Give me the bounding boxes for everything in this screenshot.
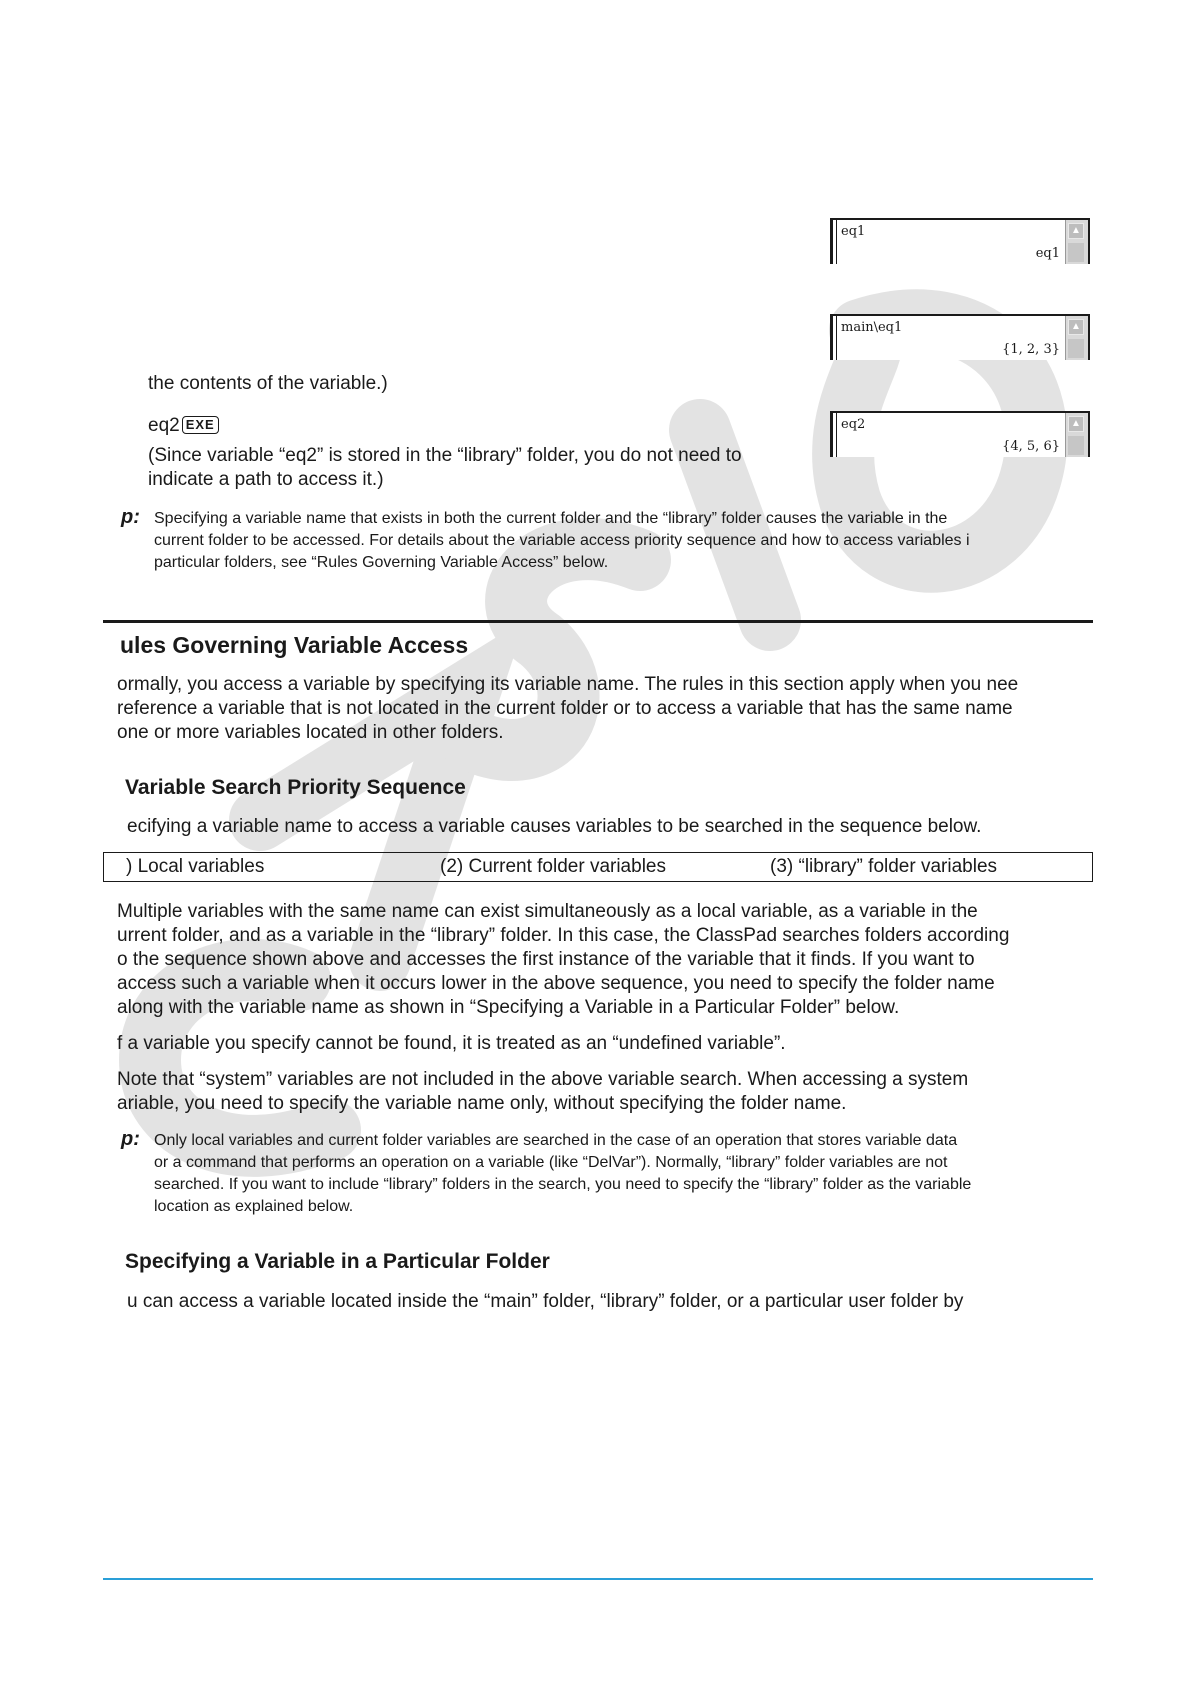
priority-heading: Variable Search Priority Sequence [125,776,466,799]
priority-para2: f a variable you specify cannot be found, it is treated as an “undefined variable”. [117,1033,786,1054]
screen-scrollbar[interactable] [1065,316,1088,360]
calc-screen-eq2 [830,411,1090,457]
particular-folder-text: u can access a variable located inside the “main” folder, “library” folder, or a particular user folder by [127,1291,964,1312]
priority-para1-line-3: o the sequence shown above and accesses the first instance of the variable that it finds. If you want to [117,949,975,970]
scroll-track[interactable] [1068,339,1084,358]
calc-screen-main-eq1 [830,314,1090,360]
scroll-up-icon[interactable]: ▲ [1068,319,1084,335]
screen-input: eq1 [841,224,866,239]
tip2-line-3: searched. If you want to include “library” folders in the search, you need to specify the “library” folder as the variable [154,1176,972,1193]
tip1-line-1: Specifying a variable name that exists in both the current folder and the “library” folder causes the variable in the [154,510,948,527]
section-intro-line-1: ormally, you access a variable by specifying its variable name. The rules in this section apply when you nee [117,674,1019,695]
sequence-item-1: ) Local variables [126,856,265,877]
screen-scrollbar[interactable] [1065,220,1088,264]
step-note-2-line-2: indicate a path to access it.) [148,469,384,490]
screen-output: {1, 2, 3} [1002,342,1060,357]
priority-para1-line-1: Multiple variables with the same name can exist simultaneously as a local variable, as a variable in the [117,901,978,922]
screen-frame-rule [836,220,837,264]
priority-para1-line-2: urrent folder, and as a variable in the “library” folder. In this case, the ClassPad searches folders according [117,925,1010,946]
scroll-up-icon[interactable]: ▲ [1068,223,1084,239]
section-intro-line-3: one or more variables located in other folders. [117,722,504,743]
screen-input: eq2 [841,417,866,432]
priority-para1-line-5: along with the variable name as shown in “Specifying a Variable in a Particular Folder” below. [117,997,900,1018]
screen-input: main\eq1 [841,320,903,335]
priority-para1-line-4: access such a variable when it occurs lower in the above sequence, you need to specify the folder name [117,973,995,994]
priority-para3-line-2: ariable, you need to specify the variable name only, without specifying the folder name. [117,1093,847,1114]
tip-label: p: [121,1128,140,1150]
sequence-item-3: (3) “library” folder variables [770,856,998,877]
calc-screen-eq1 [830,218,1090,264]
screen-scrollbar[interactable] [1065,413,1088,457]
section-title: ules Governing Variable Access [120,632,469,658]
tip2-line-1: Only local variables and current folder variables are searched in the case of an operation that stores variable data [154,1132,958,1149]
scroll-track[interactable] [1068,436,1084,455]
eq2-text: eq2 [148,415,180,436]
scroll-track[interactable] [1068,243,1084,262]
tip1-line-2: current folder to be accessed. For details about the variable access priority sequence and how to access variables i [154,532,970,549]
step-eq2-input [148,414,219,438]
tip1-line-3: particular folders, see “Rules Governing Variable Access” below. [154,554,609,571]
screen-frame-rule [836,413,837,457]
priority-intro: ecifying a variable name to access a variable causes variables to be searched in the sequence below. [127,816,982,837]
screen-output: eq1 [1035,246,1060,261]
screen-output: {4, 5, 6} [1002,439,1060,454]
particular-folder-heading: Specifying a Variable in a Particular Folder [125,1250,550,1273]
step-note-1-end: the contents of the variable.) [148,373,388,394]
tip2-line-4: location as explained below. [154,1198,354,1215]
tip2-line-2: or a command that performs an operation on a variable (like “DelVar”). Normally, “library” folder variables are not [154,1154,948,1171]
scroll-up-icon[interactable]: ▲ [1068,416,1084,432]
priority-sequence-box [103,852,1093,882]
footer-rule [103,1578,1093,1580]
sequence-item-2: (2) Current folder variables [440,856,666,877]
exe-key-icon: EXE [182,416,219,434]
section-intro-line-2: reference a variable that is not located in the current folder or to access a variable that has the same name [117,698,1013,719]
section-divider [103,620,1093,623]
tip-label: p: [121,506,140,528]
screen-frame-rule [836,316,837,360]
priority-para3-line-1: Note that “system” variables are not included in the above variable search. When accessing a system [117,1069,969,1090]
step-note-2-line-1: (Since variable “eq2” is stored in the “library” folder, you do not need to [148,445,742,466]
